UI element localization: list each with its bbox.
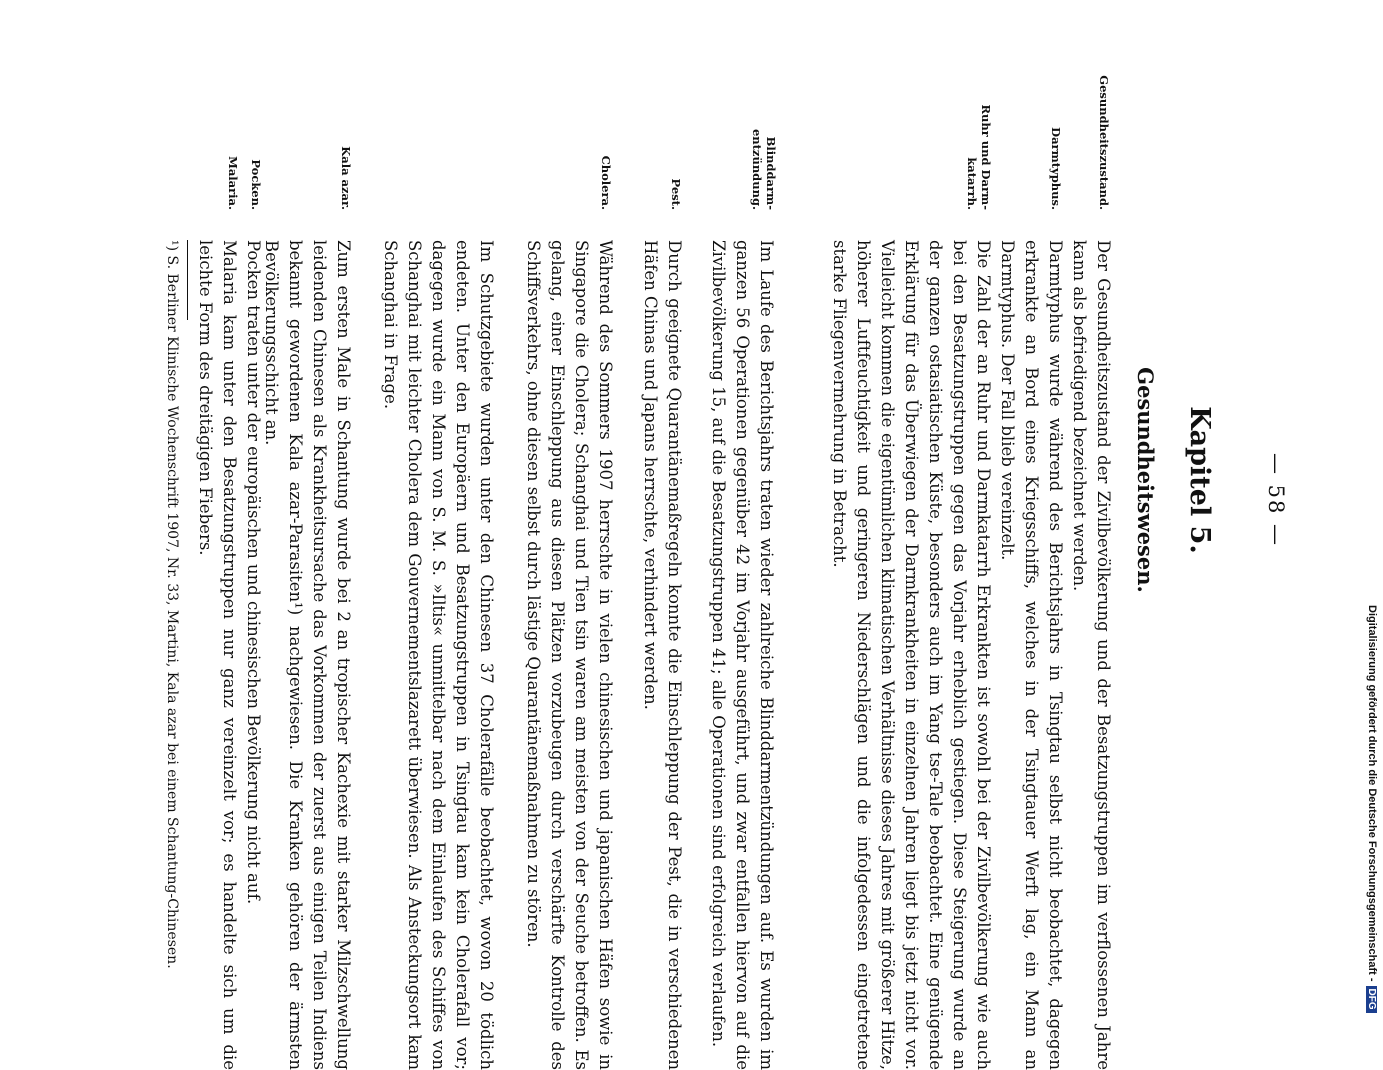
paragraph-pest: Durch geeignete Quarantänemaßregeln konnte die Einschleppung der Pest, die in verschiedenen Häfen Chinas und Japans herrschte, verhindert werden. bbox=[641, 240, 684, 1070]
paragraph-blinddarm: Im Laufe des Berichtsjahrs traten wieder zahlreiche Blinddarmentzündungen auf. Es wurden im ganzen 56 Operationen gegenüber 42 im Vorjahr ausgeführt, und zwar entfallen hiervon auf die Zivilbevölkerung 15, auf die Besatzungstruppen 41; alle Operationen sind erfolgreich verlaufen. bbox=[709, 240, 776, 1070]
page-number: — 58 — bbox=[1264, 452, 1288, 548]
paragraph-malaria: Malaria kam unter den Besatzungstruppen nur ganz vereinzelt vor; es handelte sich um die leichte Form des dreitägigen Fiebers. bbox=[196, 240, 239, 1070]
margin-label-malaria: Malaria. bbox=[226, 156, 240, 210]
digitization-credit bbox=[1358, 605, 1378, 1010]
margin-label-darmtyphus: Darmtyphus. bbox=[1049, 127, 1063, 210]
margin-label-pocken: Pocken. bbox=[249, 159, 263, 210]
credit-text: Digitalisierung gefördert durch die Deutsche Forschungsgemeinschaft - bbox=[1366, 605, 1378, 982]
dfg-logo: DFG bbox=[1366, 986, 1377, 1013]
paragraph-gesundheitszustand: Der Gesundheitszustand der Zivilbevölkerung und der Besatzungstruppen im verflossenen Jahre kann als befriedigend bezeichnet werden. bbox=[1070, 240, 1113, 1070]
paragraph-cholera-schutzgebiet: Im Schutzgebiete wurden unter den Chinesen 37 Cholerafälle beobachtet, wovon 20 tödlich endeten. Unter den Europäern und Besatzungstruppen in Tsingtau kam kein Cholerafall vor; dagegen wurde ein Mann von S. M. S. »Iltis« unmittelbar nach dem Einlaufen des Schiffes von Schanghai mit leichter Cholera dem Gouvernementslazarett überwiesen. Als Ansteckungsort kam Schanghai in Frage. bbox=[381, 240, 496, 1070]
footnote-rule bbox=[187, 240, 188, 320]
section-title: Gesundheitswesen. bbox=[1133, 367, 1158, 593]
margin-label-ruhr: Ruhr und Darm- katarrh. bbox=[965, 104, 993, 210]
paragraph-ruhr: Die Zahl der an Ruhr und Darmkatarrh Erkrankten ist sowohl bei der Zivilbevölkerung wie auch bei den Besatzungstruppen gegen das Vorjahr erheblich gestiegen. Diese Steigerung wurde an der ganzen ostasiatischen Küste, besonders auch im Yang tse-Tale beobachtet. Eine genügende Erklärung für das Überwiegen der Darmkrankheiten in einzelnen Jahren liegt bis jetzt nicht vor. Vielleicht kommen die eigentümlichen klimatischen Verhältnisse dieses Jahres mit größerer Hitze, höherer Luftfeuchtigkeit und geringeren Niederschlägen und die infolgedessen eingetretene starke Fliegenvermehrung in Betracht. bbox=[830, 240, 993, 1070]
margin-label-gesundheitszustand: Gesundheitszustand. bbox=[1097, 75, 1111, 210]
margin-label-kala-azar: Kala azar. bbox=[339, 146, 353, 210]
footnote: ¹) S. Berliner Klinische Wochenschrift 1907, Nr. 33, Martini, Kala azar bei einem Schantung-Chinesen. bbox=[164, 240, 180, 969]
paragraph-kala-azar: Zum ersten Male in Schantung wurde bei 2 an tropischer Kachexie mit starker Milzschwellung leidenden Chinesen als Krankheitsursache das Vorkommen der zuerst aus einigen Teilen Indiens bekannt gewordenen Kala azar-Parasiten¹) nachgewiesen. Die Kranken gehören der ärmsten Bevölkerungsschicht an. bbox=[262, 240, 353, 1070]
paragraph-darmtyphus: Darmtyphus wurde während des Berichtsjahrs in Tsingtau selbst nicht beobachtet, dagegen erkrankte an Bord eines Kriegsschiffs, welches in der Tsingtauer Werft lag, ein Mann an Darmtyphus. Der Fall blieb vereinzelt. bbox=[998, 240, 1065, 1070]
paragraph-cholera: Während des Sommers 1907 herrschte in vielen chinesischen und japanischen Häfen sowie in Singapore die Cholera; Schanghai und Tien tsin waren am meisten von der Seuche betroffen. Es gelang, einer Einschleppung aus diesen Plätzen vorzubeugen durch verschärfte Kontrolle des Schiffsverkehrs, ohne diesen selbst durch lästige Quarantänemaßnahmen zu stören. bbox=[524, 240, 615, 1070]
margin-label-blinddarm: Blinddarm- entzündung. bbox=[750, 128, 778, 210]
margin-label-cholera: Cholera. bbox=[599, 155, 613, 210]
paragraph-pocken: Pocken traten unter der europäischen und chinesischen Bevölkerung nicht auf. bbox=[244, 240, 263, 905]
margin-label-pest: Pest. bbox=[669, 178, 683, 210]
chapter-title: Kapitel 5. bbox=[1184, 406, 1215, 554]
